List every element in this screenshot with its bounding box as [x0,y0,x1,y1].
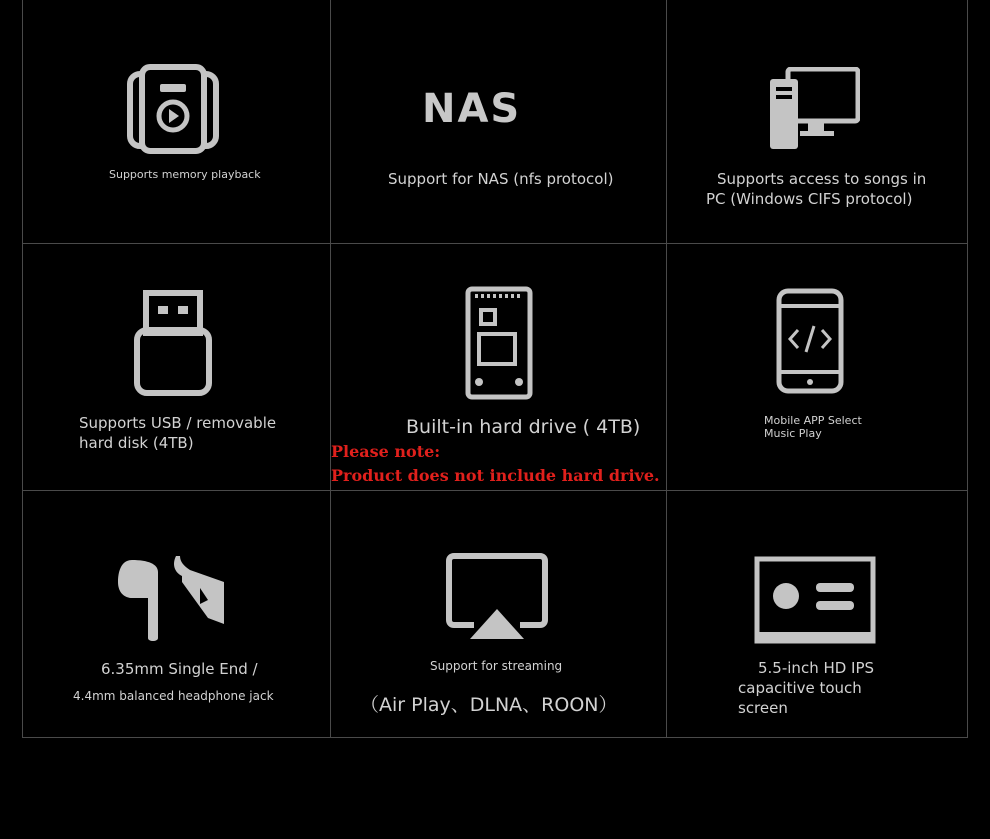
mobile-app-icon [776,288,844,394]
feature-label: Support for streaming [430,659,563,673]
feature-label: 5.5-inch HD IPS [758,659,875,677]
memory-player-icon [126,64,220,154]
feature-label: Supports memory playback [109,168,261,181]
feature-label: Mobile APP Select [764,414,862,427]
ips-screen-icon [754,556,876,644]
feature-label: 4.4mm balanced headphone jack [73,689,274,703]
hard-drive-icon [465,286,533,400]
feature-label: capacitive touch [738,679,862,697]
feature-label: Supports access to songs in [717,170,927,188]
feature-label: （Air Play、DLNA、ROON） [360,694,618,716]
nas-logo: NAS [422,86,522,132]
hard-drive-note [331,440,660,488]
feature-label: PC (Windows CIFS protocol) [706,190,913,208]
feature-label: Supports USB / removable [79,414,277,432]
feature-label: Support for NAS (nfs protocol) [388,170,614,188]
note-text: Product does not include hard drive. [331,466,660,485]
desktop-computer-icon [770,67,860,149]
feature-label: hard disk (4TB) [79,434,194,452]
note-title: Please note: [331,442,441,461]
feature-label: Music Play [764,427,822,440]
feature-label: screen [738,699,788,717]
usb-drive-icon [134,290,212,396]
airplay-icon [446,553,548,641]
feature-label: Built-in hard drive ( 4TB) [406,416,641,438]
feature-label: 6.35mm Single End / [101,660,258,678]
earphones-icon [118,552,228,644]
